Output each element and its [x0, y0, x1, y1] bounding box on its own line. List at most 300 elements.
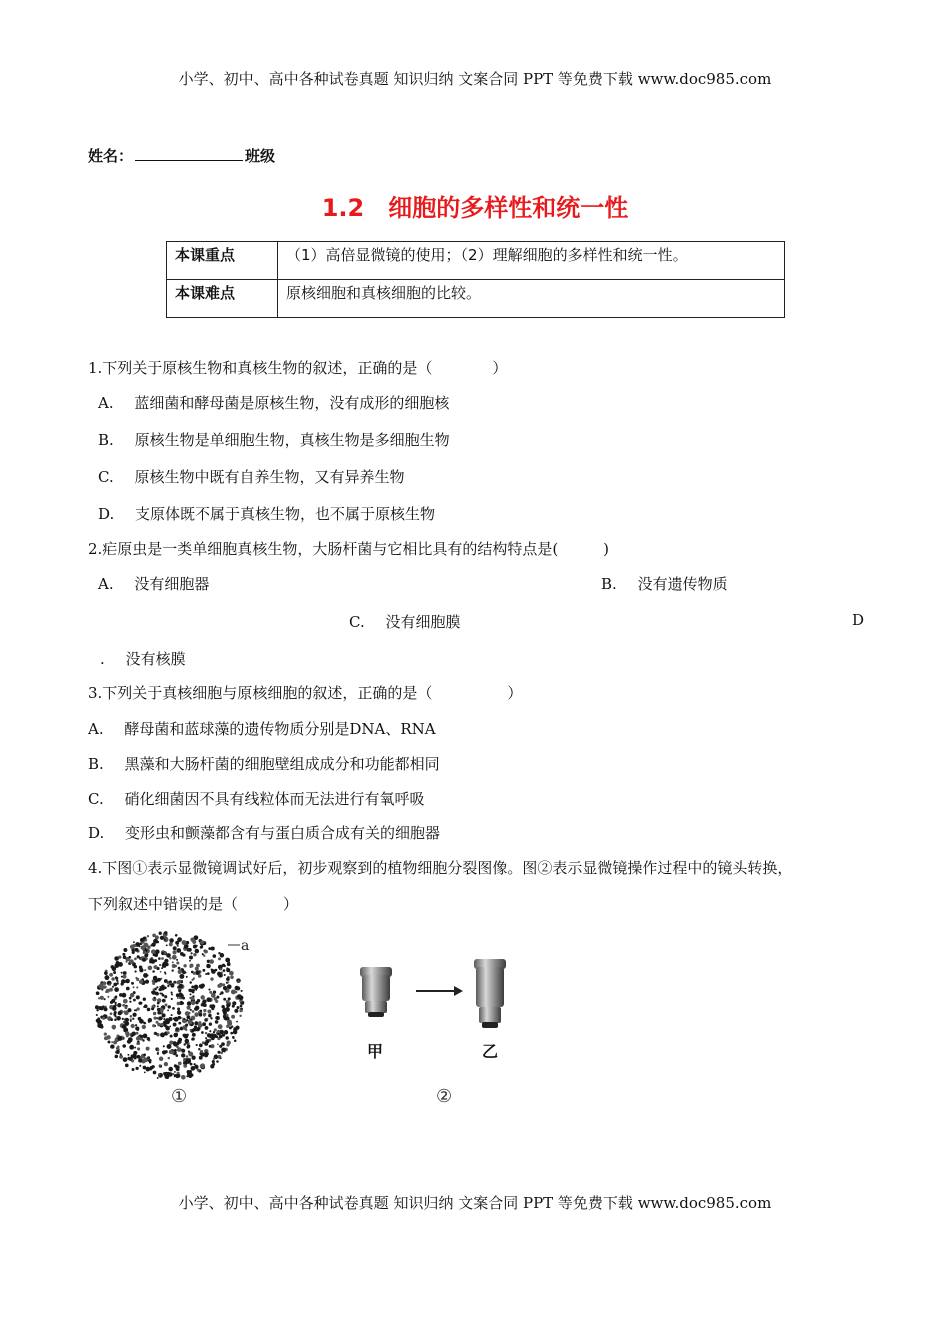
- cell-dot: [176, 1027, 179, 1030]
- cell-dot: [230, 1032, 233, 1035]
- cell-dot: [129, 1045, 134, 1050]
- q1-option-a[interactable]: [98, 392, 449, 413]
- cell-dot: [137, 1055, 141, 1059]
- cell-dot: [133, 944, 136, 947]
- cell-dot: [168, 1005, 171, 1008]
- cell-dot: [172, 1007, 175, 1010]
- cell-dot: [212, 1033, 214, 1035]
- cell-dot: [220, 1057, 222, 1059]
- cell-dot: [232, 1036, 235, 1039]
- cell-dot: [139, 1002, 142, 1005]
- cell-dot: [189, 956, 193, 960]
- cell-dot: [212, 1060, 215, 1063]
- cell-dot: [157, 1048, 160, 1051]
- cell-dot: [110, 1012, 113, 1015]
- cell-dot: [111, 1025, 116, 1030]
- cell-dot: [195, 949, 200, 954]
- cell-dot: [131, 1024, 135, 1028]
- cell-dot: [199, 984, 204, 989]
- cell-dot: [177, 1040, 181, 1044]
- cell-dot: [164, 1072, 169, 1077]
- cell-dot: [157, 1002, 160, 1005]
- cell-dot: [157, 1005, 159, 1007]
- cell-dot: [145, 939, 147, 941]
- cell-dot: [103, 1007, 107, 1011]
- cell-dot: [223, 998, 226, 1001]
- table-row: [167, 242, 785, 280]
- cell-dot: [190, 993, 192, 995]
- question-3-stem: 3.下列关于真核细胞与原核细胞的叙述，正确的是（ ）: [88, 684, 523, 702]
- long-objective-lens-icon: [474, 959, 506, 1028]
- question-4-stem-line1: 4.下图①表示显微镜调试好后，初步观察到的植物细胞分裂图像。图②表示显微镜操作过程中的镜头转换，: [88, 859, 793, 877]
- cell-dot: [164, 1062, 168, 1066]
- cell-dot: [209, 1004, 213, 1008]
- cell-dot: [203, 1003, 207, 1007]
- cell-dot: [96, 1009, 98, 1011]
- cell-dot: [152, 970, 155, 973]
- cell-dot: [202, 969, 205, 972]
- cell-dot: [209, 1030, 211, 1032]
- key-point-label: 本课重点: [167, 242, 278, 280]
- cell-dot: [161, 1023, 164, 1026]
- cell-dot: [200, 1063, 205, 1068]
- cell-dot: [217, 1051, 220, 1054]
- cell-dot: [137, 1047, 140, 1050]
- cell-dot: [129, 959, 134, 964]
- option-letter: C.: [349, 613, 365, 631]
- cell-dot: [154, 997, 156, 999]
- cell-dot: [148, 966, 153, 971]
- cell-dot: [185, 1023, 188, 1026]
- cell-dot: [176, 993, 180, 997]
- cell-dot: [236, 1021, 238, 1023]
- cell-dot: [130, 1001, 132, 1003]
- cell-dot: [133, 999, 136, 1002]
- cell-dot: [161, 957, 164, 960]
- q1-option-c[interactable]: [98, 466, 405, 487]
- cell-dot: [177, 945, 179, 947]
- cell-dot: [96, 991, 100, 995]
- cell-dot: [175, 941, 179, 945]
- cell-dot: [112, 967, 117, 972]
- cell-dot: [130, 993, 135, 998]
- option-text: 没有遗传物质: [637, 575, 728, 593]
- cell-dot: [185, 1011, 190, 1016]
- cell-dot: [122, 1004, 125, 1007]
- cell-dot: [135, 1067, 138, 1070]
- cell-dot: [139, 968, 143, 972]
- cell-dot: [163, 1018, 165, 1020]
- cell-dot: [186, 1019, 188, 1021]
- cell-dot: [190, 1029, 192, 1031]
- cell-dot: [162, 963, 167, 968]
- cell-dot: [169, 942, 173, 946]
- cell-dot: [205, 1026, 209, 1030]
- q3-option-a[interactable]: [88, 718, 436, 739]
- cell-dot: [128, 1037, 133, 1042]
- cell-dot: [220, 991, 223, 994]
- difficulty-value: 原核细胞和真核细胞的比较。: [278, 280, 785, 318]
- cell-dot: [117, 1036, 122, 1041]
- cell-dot: [159, 932, 162, 935]
- cell-dot: [175, 1018, 178, 1021]
- cell-dot: [181, 1053, 185, 1057]
- cell-dot: [205, 1032, 207, 1034]
- cell-dot: [104, 975, 109, 980]
- cell-dot: [139, 945, 141, 947]
- name-blank[interactable]: [135, 146, 243, 161]
- cell-dot: [158, 957, 161, 960]
- cell-dot: [173, 1023, 177, 1027]
- difficulty-label: 本课难点: [167, 280, 278, 318]
- cell-dot: [227, 962, 231, 966]
- cell-dot: [151, 1007, 154, 1010]
- cell-dot: [187, 1044, 191, 1048]
- cell-dot: [226, 1003, 230, 1007]
- cell-dot: [136, 1042, 139, 1045]
- cell-dot: [197, 1069, 200, 1072]
- cell-dot: [194, 1021, 198, 1025]
- cell-dot: [173, 1041, 177, 1045]
- option-letter: D.: [88, 824, 105, 842]
- cell-dot: [205, 973, 207, 975]
- cell-dot: [220, 968, 222, 970]
- cell-dot: [167, 1031, 170, 1034]
- cell-dot: [194, 985, 199, 990]
- cell-dot: [185, 1041, 188, 1044]
- cell-dot: [96, 1014, 98, 1016]
- cell-dot: [207, 1010, 211, 1014]
- option-text: 没有细胞器: [134, 575, 210, 593]
- cell-dot: [207, 1018, 209, 1020]
- option-letter: A.: [98, 575, 114, 593]
- cell-dot: [115, 1055, 119, 1059]
- cell-dot: [185, 945, 188, 948]
- cell-dot: [208, 1014, 212, 1018]
- cell-dot: [177, 1002, 181, 1006]
- cell-dot: [125, 1064, 129, 1068]
- question-4-stem-line2: 下列叙述中错误的是（ ）: [88, 895, 299, 913]
- cell-dot: [111, 977, 115, 981]
- cell-dot: [209, 1023, 212, 1026]
- cell-dot: [122, 1018, 124, 1020]
- cell-dot: [178, 967, 181, 970]
- cell-dot: [125, 979, 130, 984]
- cell-dot: [123, 975, 127, 979]
- q2-option-d[interactable]: [100, 648, 186, 669]
- cell-dot: [177, 1007, 180, 1010]
- figure-2-label: ②: [436, 1086, 453, 1107]
- lens-label-yi: 乙: [482, 1042, 499, 1061]
- class-label: 班级: [245, 147, 276, 165]
- cell-dot: [143, 943, 148, 948]
- cell-dot: [194, 1025, 197, 1028]
- cell-dot: [156, 986, 158, 988]
- cell-dot: [130, 1015, 133, 1018]
- option-letter: B.: [98, 431, 114, 449]
- cell-dot: [122, 1024, 127, 1029]
- cell-dot: [177, 1010, 180, 1013]
- cell-dot: [213, 1058, 215, 1060]
- cell-dot: [237, 1027, 240, 1030]
- question-2-stem: 2.疟原虫是一类单细胞真核生物，大肠杆菌与它相比具有的结构特点是( ): [88, 540, 610, 558]
- cell-dot: [196, 1044, 198, 1046]
- q1-option-b[interactable]: [98, 429, 450, 450]
- cell-dot: [159, 1064, 161, 1066]
- cell-dot: [132, 1032, 136, 1036]
- cell-dot: [146, 1047, 150, 1051]
- cell-dot: [122, 1044, 126, 1048]
- cell-dot: [240, 1005, 243, 1008]
- cell-dot: [151, 949, 156, 954]
- cell-dot: [159, 964, 161, 966]
- student-info-line: [88, 145, 275, 166]
- cell-dot: [192, 1033, 196, 1037]
- cell-dot: [220, 953, 225, 958]
- option-text: 没有核膜: [125, 650, 186, 668]
- cell-dot: [153, 965, 157, 969]
- cell-dot: [119, 993, 123, 997]
- cell-dot: [176, 948, 181, 953]
- cell-dot: [221, 1047, 226, 1052]
- cell-dot: [207, 972, 210, 975]
- cell-dot: [211, 993, 216, 998]
- cell-dot: [232, 1001, 236, 1005]
- cell-dot: [137, 955, 140, 958]
- cell-dot: [139, 980, 143, 984]
- cell-dot: [169, 1050, 173, 1054]
- key-points-table: [166, 241, 785, 318]
- cell-dot: [191, 1056, 195, 1060]
- q3-option-b[interactable]: [88, 753, 440, 774]
- cell-dot: [187, 1070, 191, 1074]
- option-text: 原核生物是单细胞生物，真核生物是多细胞生物: [134, 431, 450, 449]
- cell-dot: [125, 1031, 129, 1035]
- cell-dot: [113, 971, 116, 974]
- cell-dot: [203, 1013, 206, 1016]
- cell-dot: [114, 1002, 116, 1004]
- page-header: 小学、初中、高中各种试卷真题 知识归纳 文案合同 PPT 等免费下载 www.doc985.com: [178, 70, 772, 88]
- cell-dot: [197, 1027, 201, 1031]
- cell-dot: [168, 1067, 173, 1072]
- cell-dot: [234, 1009, 238, 1013]
- cell-dot: [210, 977, 213, 980]
- cell-dot: [223, 969, 226, 972]
- option-text: 酵母菌和蓝球藻的遗传物质分别是DNA、RNA: [124, 720, 436, 738]
- cell-dot: [212, 1063, 215, 1066]
- cell-dot: [191, 986, 194, 989]
- cell-dot: [211, 946, 215, 950]
- cell-dot: [230, 976, 234, 980]
- cell-dot: [147, 1037, 150, 1040]
- q3-option-c[interactable]: [88, 788, 425, 809]
- cell-dot: [183, 1043, 185, 1045]
- cell-dot: [123, 948, 127, 952]
- cell-dot: [206, 1053, 209, 1056]
- cell-dot: [104, 971, 108, 975]
- cell-dot: [140, 1019, 142, 1021]
- option-letter: C.: [88, 790, 104, 808]
- cell-dot: [187, 1001, 192, 1006]
- cell-dot: [171, 994, 173, 996]
- cell-dot: [121, 976, 123, 978]
- cell-dot: [179, 980, 182, 983]
- cell-dot: [209, 1045, 212, 1048]
- cell-dot: [191, 1001, 195, 1005]
- cell-dot: [165, 1026, 170, 1031]
- cell-dot: [153, 1012, 157, 1016]
- cell-dot: [205, 1039, 209, 1043]
- cell-dot: [126, 987, 130, 991]
- lesson-title: 1.2 细胞的多样性和统一性: [321, 194, 629, 222]
- cell-dot: [118, 962, 123, 967]
- cell-dot: [104, 1032, 107, 1035]
- cell-dot: [219, 1045, 222, 1048]
- cell-dot: [173, 946, 177, 950]
- cell-dot: [171, 998, 173, 1000]
- cell-dot: [129, 997, 132, 1000]
- cell-dot: [161, 993, 163, 995]
- q2-option-d-letter[interactable]: D: [852, 611, 865, 629]
- cell-dot: [157, 1053, 159, 1055]
- cell-field-image: [88, 928, 268, 1088]
- cell-dot: [189, 964, 193, 968]
- cell-dot: [102, 985, 106, 989]
- cell-dot: [217, 984, 221, 988]
- cell-dot: [199, 1013, 203, 1017]
- q2-option-b[interactable]: [601, 573, 728, 594]
- cell-dot: [143, 998, 146, 1001]
- cell-dot: [116, 1016, 121, 1021]
- cell-dot: [182, 940, 187, 945]
- cell-dot: [125, 1018, 129, 1022]
- cell-dot: [157, 941, 160, 944]
- cell-dot: [177, 997, 179, 999]
- q2-option-a[interactable]: [98, 573, 209, 594]
- option-letter: B.: [601, 575, 617, 593]
- cell-dot: [144, 969, 146, 971]
- cell-dot: [194, 1012, 199, 1017]
- cell-dot: [188, 948, 192, 952]
- cell-dot: [153, 954, 156, 957]
- cell-dot: [143, 951, 146, 954]
- cell-dot: [181, 1049, 185, 1053]
- cell-dot: [142, 948, 145, 951]
- cell-dot: [164, 952, 167, 955]
- option-letter: B.: [88, 755, 104, 773]
- cell-dot: [172, 1073, 174, 1075]
- cell-dot: [210, 1017, 212, 1019]
- cell-dot: [164, 959, 168, 963]
- cell-dot: [143, 1034, 148, 1039]
- cell-dot: [200, 940, 204, 944]
- cell-dot: [157, 1023, 161, 1027]
- question-1-stem: 1.下列关于原核生物和真核生物的叙述，正确的是（ ）: [88, 359, 508, 377]
- cell-dot: [135, 977, 137, 979]
- cell-dot: [241, 990, 243, 992]
- cell-dot: [112, 1006, 117, 1011]
- cell-dot: [214, 1028, 217, 1031]
- cell-dot: [151, 991, 154, 994]
- cell-dot: [225, 1036, 228, 1039]
- option-letter: A.: [88, 720, 104, 738]
- cell-dot: [109, 984, 111, 986]
- cell-dot: [153, 1016, 156, 1019]
- cell-dot: [138, 1059, 142, 1063]
- cell-dot: [109, 973, 113, 977]
- cell-dot: [120, 1053, 122, 1055]
- cell-dot: [123, 971, 127, 975]
- cell-dot: [190, 1009, 192, 1011]
- cell-dot: [206, 997, 211, 1002]
- cell-dot: [192, 995, 194, 997]
- cell-dot: [102, 1017, 105, 1020]
- cell-dot: [157, 1077, 159, 1079]
- cell-dot: [114, 1011, 117, 1014]
- cell-dot: [226, 1017, 230, 1021]
- name-label: 姓名：: [88, 147, 134, 165]
- cell-dot: [175, 1065, 180, 1070]
- cell-dot: [164, 931, 167, 934]
- cell-dot: [173, 951, 176, 954]
- cell-dot: [147, 935, 149, 937]
- cell-dot: [183, 1018, 185, 1020]
- cell-dot: [164, 979, 168, 983]
- figure-2-lens-change: [350, 955, 520, 1115]
- cell-dot: [219, 1035, 223, 1039]
- cell-dot: [135, 948, 139, 952]
- cell-dot: [188, 1052, 193, 1057]
- cell-dot: [199, 1056, 203, 1060]
- cell-dot: [139, 1065, 141, 1067]
- option-text: 没有细胞膜: [385, 613, 461, 631]
- cell-dot: [191, 1038, 194, 1041]
- cell-dot: [153, 976, 158, 981]
- cell-dot: [231, 1015, 235, 1019]
- cell-dot: [186, 1034, 189, 1037]
- cell-dot: [131, 1059, 134, 1062]
- cell-dot: [152, 982, 155, 985]
- cell-dot: [121, 972, 123, 974]
- short-objective-lens-icon: [360, 967, 392, 1017]
- cell-dot: [98, 1006, 102, 1010]
- cell-dot: [201, 1031, 204, 1034]
- cell-dot: [169, 980, 172, 983]
- cell-dot: [117, 1003, 121, 1007]
- cell-dot: [239, 1009, 243, 1013]
- cell-dot: [194, 1065, 198, 1069]
- q1-option-d[interactable]: [98, 503, 435, 524]
- cell-dot: [169, 1026, 171, 1028]
- cell-dot: [173, 982, 175, 984]
- q2-option-c[interactable]: [349, 611, 461, 632]
- cell-dot: [150, 944, 152, 946]
- cell-dot: [147, 1056, 150, 1059]
- key-point-value: （1）高倍显微镜的使用；（2）理解细胞的多样性和统一性。: [278, 242, 785, 280]
- cell-dot: [100, 996, 104, 1000]
- cell-dot: [128, 956, 131, 959]
- cell-dot: [110, 1001, 113, 1004]
- cell-dot: [136, 995, 140, 999]
- cell-dot: [193, 977, 195, 979]
- cell-dot: [145, 980, 149, 984]
- option-text: 支原体既不属于真核生物，也不属于原核生物: [135, 505, 436, 523]
- cell-dot: [135, 1024, 137, 1026]
- cell-dot: [180, 952, 184, 956]
- cell-dot: [152, 1024, 155, 1027]
- cell-dot: [167, 1009, 169, 1011]
- q3-option-d[interactable]: [88, 822, 440, 843]
